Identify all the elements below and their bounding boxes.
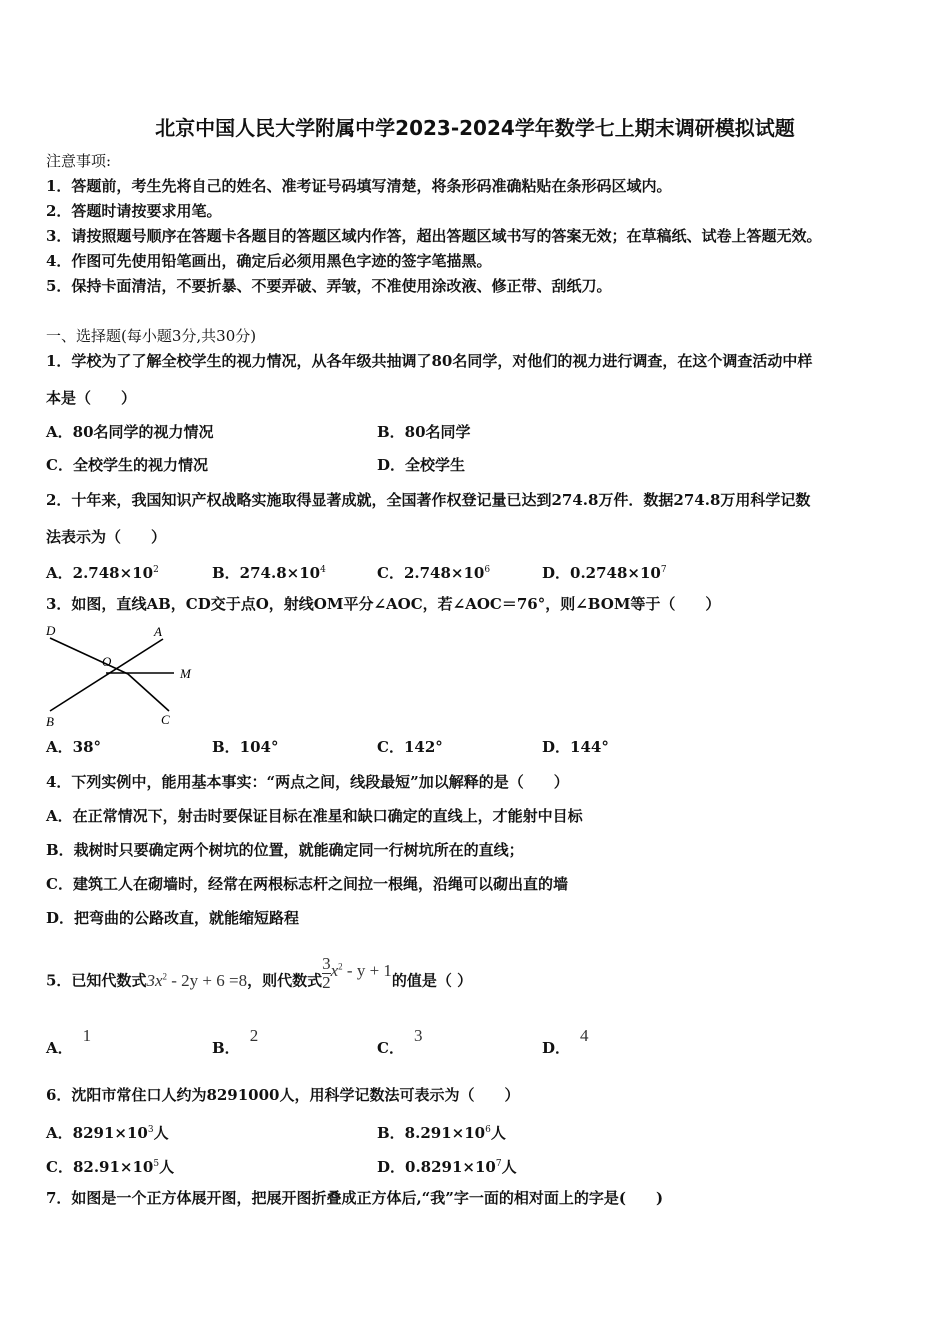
notes-heading: 注意事项:: [46, 152, 112, 170]
expression: [146, 971, 247, 990]
text: 5．已知代数式: [46, 971, 147, 990]
unit: 人: [159, 1158, 175, 1176]
exponent: 5: [153, 1159, 160, 1169]
option-text: D．0.2748×10: [542, 564, 661, 582]
q3-stem: 3．如图，直线AB，CD交于点O，射线OM平分∠AOC，若∠AOC＝76°，则∠BOM等于（ ）: [46, 595, 721, 613]
q3-option-d: D．144°: [542, 738, 609, 756]
q6-option-d: [377, 1154, 517, 1177]
q1-stem: 1．学校为了了解全校学生的视力情况，从各年级共抽调了80名同学，对他们的视力进行调查，在这个调查活动中样: [46, 352, 813, 370]
note-item: 1．答题前，考生先将自己的姓名、准考证号码填写清楚，将条形码准确粘贴在条形码区域内。: [46, 177, 672, 195]
q4-option-a: A．在正常情况下，射击时要保证目标在准星和缺口确定的直线上，才能射中目标: [46, 807, 583, 825]
q5-option-a: [46, 1026, 92, 1058]
q2-stem: 2．十年来，我国知识产权战略实施取得显著成就，全国著作权登记量已达到274.8万件．数据274.8万用科学记数: [46, 491, 811, 509]
q6-option-b: [377, 1120, 506, 1143]
q2-option-b: [212, 560, 326, 583]
label-b: B: [46, 714, 54, 729]
exponent: 6: [484, 565, 491, 575]
term: - 2y + 6 =8: [167, 970, 248, 990]
option-text: D．0.8291×10: [377, 1158, 496, 1176]
option-label: D．: [542, 1039, 571, 1057]
q4-stem: 4．下列实例中，能用基本事实：“两点之间，线段最短”加以解释的是（ ）: [46, 773, 569, 791]
q6-option-a: [46, 1120, 169, 1143]
label-a: A: [154, 624, 162, 639]
text: ，则代数式: [247, 971, 323, 990]
q7-stem: 7．如图是一个正方体展开图，把展开图折叠成正方体后,“我”字一面的相对面上的字是( ): [46, 1189, 664, 1207]
denominator: 2: [322, 973, 331, 993]
exponent: 7: [495, 1159, 502, 1169]
option-label: C．: [377, 1039, 404, 1057]
q4-option-b: B．栽树时只要确定两个树坑的位置，就能确定同一行树坑所在的直线；: [46, 841, 524, 859]
q6-stem: 6．沈阳市常住口人约为8291000人，用科学记数法可表示为（ ）: [46, 1086, 520, 1104]
label-d: D: [46, 623, 56, 638]
page-title: 北京中国人民大学附属中学2023-2024学年数学七上期末调研模拟试题: [155, 116, 795, 140]
exponent: 2: [153, 565, 159, 575]
q5-option-d: [542, 1026, 589, 1058]
line-dc: [128, 674, 169, 711]
note-item: 4．作图可先使用铅笔画出，确定后必须用黑色字迹的签字笔描黑。: [46, 252, 492, 270]
q5-option-b: [212, 1026, 259, 1058]
q1-option-a: A．80名同学的视力情况: [46, 423, 214, 441]
option-label: B．: [212, 1039, 240, 1057]
exponent: 3: [147, 1125, 154, 1135]
q3-option-b: B．104°: [212, 738, 279, 756]
exponent: 4: [320, 565, 326, 575]
q3-option-a: A．38°: [46, 738, 102, 756]
q1-stem-cont: 本是（ ）: [46, 389, 137, 407]
q5-stem: [46, 956, 472, 1001]
option-label: A．: [46, 1039, 73, 1057]
term: x: [330, 960, 339, 980]
q2-option-c: [377, 560, 490, 583]
exponent: 7: [660, 565, 667, 575]
term: 3x: [146, 970, 163, 990]
q1-option-c: C．全校学生的视力情况: [46, 456, 208, 474]
label-c: C: [161, 712, 170, 727]
q2-option-d: [542, 560, 667, 583]
option-text: A．8291×10: [46, 1124, 148, 1142]
q3-figure-lines-diagram: [40, 620, 210, 735]
q5-option-c: [377, 1026, 423, 1058]
unit: 人: [501, 1158, 517, 1176]
note-item: 2．答题时请按要求用笔。: [46, 202, 222, 220]
q1-option-b: B．80名同学: [377, 423, 471, 441]
fraction: [322, 955, 331, 992]
section-heading: 一、选择题(每小题3分,共30分): [46, 327, 257, 345]
option-value: 3: [413, 1026, 423, 1045]
exponent: 2: [338, 961, 343, 971]
exponent: 2: [162, 971, 167, 981]
note-item: 5．保持卡面清洁，不要折暴、不要弄破、弄皱，不准使用涂改液、修正带、刮纸刀。: [46, 277, 612, 295]
option-text: B．8.291×10: [377, 1124, 486, 1142]
q2-option-a: [46, 560, 159, 583]
option-value: 1: [82, 1026, 92, 1045]
q6-option-c: [46, 1154, 174, 1177]
q2-stem-cont: 法表示为（ ）: [46, 528, 167, 546]
exponent: 6: [485, 1125, 491, 1135]
option-text: C．2.748×10: [377, 564, 485, 582]
label-m: M: [180, 666, 191, 681]
option-text: A．2.748×10: [46, 564, 154, 582]
label-o: O: [102, 654, 112, 669]
text: 的值是（ ）: [391, 971, 473, 990]
q4-option-c: C．建筑工人在砌墙时，经常在两根标志杆之间拉一根绳，沿绳可以砌出直的墙: [46, 875, 568, 893]
q4-option-d: D．把弯曲的公路改直，就能缩短路程: [46, 909, 300, 927]
option-value: 4: [580, 1026, 589, 1045]
option-text: C．82.91×10: [46, 1158, 154, 1176]
note-item: 3．请按照题号顺序在答题卡各题目的答题区域内作答，超出答题区域书写的答案无效；在草稿纸、试卷上答题无效。: [46, 227, 822, 245]
line-ab: [50, 639, 163, 711]
option-value: 2: [249, 1026, 259, 1045]
option-text: B．274.8×10: [212, 564, 321, 582]
numerator: 3: [322, 954, 331, 974]
expression: [331, 961, 392, 980]
q3-option-c: C．142°: [377, 738, 443, 756]
unit: 人: [153, 1124, 169, 1142]
term: - y + 1: [342, 960, 392, 980]
unit: 人: [490, 1124, 506, 1142]
q1-option-d: D．全校学生: [377, 456, 466, 474]
